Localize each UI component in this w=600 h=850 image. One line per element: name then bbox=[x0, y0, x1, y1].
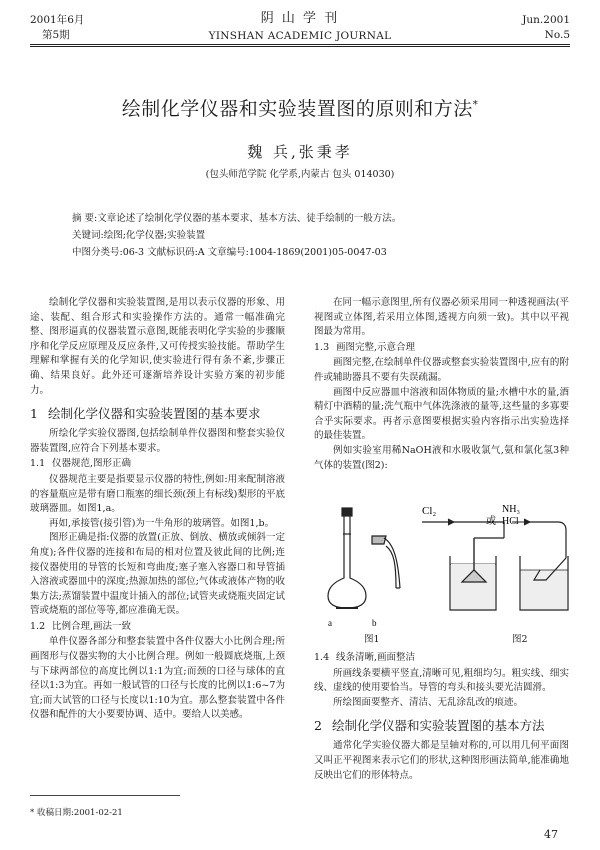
abstract: 摘 要:文章论述了绘制化学仪器的基本要求、基本方法、徒手绘制的一般方法。 bbox=[72, 213, 402, 224]
subsection-1-1-number: 1.1 bbox=[30, 458, 46, 470]
perspective-paragraph: 在同一幅示意图里,所有仪器必须采用同一种透视画法(平视图或立体图,若采用立体图,透视方向须一致)。其中以平视图最为常用。 bbox=[314, 297, 569, 338]
header-journal-cn: 阴 山 学 刊 bbox=[260, 11, 340, 26]
gas-bottle-tube-icon bbox=[520, 522, 568, 610]
section-2-paragraph: 通常化学实验仪器大都是呈轴对称的,可以用几何平面图又叫正平视图来表示它们的形状,这种图形画法简单,能准确地反映出它们的形体特点。 bbox=[314, 740, 569, 781]
subsection-1-3-number: 1.3 bbox=[314, 341, 330, 353]
section-1-title: 绘制化学仪器和实验装置图的基本要求 bbox=[48, 406, 261, 422]
fig1-label-a: a bbox=[328, 618, 332, 628]
right-column-upper bbox=[314, 296, 569, 473]
article-authors: 魏 兵,张秉孝 bbox=[247, 143, 353, 161]
article-title bbox=[0, 94, 600, 121]
section-1-paragraph: 所绘化学实验仪器图,包括绘制单件仪器图和整套实验仪器装置图,应符合下列基本要求。 bbox=[30, 428, 285, 454]
subsection-1-2-title: 比例合理,画法一致 bbox=[52, 620, 132, 632]
section-1-heading bbox=[30, 406, 285, 422]
fig2-hcl-label: HCl bbox=[502, 516, 519, 527]
subsection-1-3-title: 画图完整,示意合理 bbox=[336, 341, 416, 353]
article-title-text: 绘制化学仪器和实验装置图的原则和方法 bbox=[121, 98, 473, 120]
fig2-nh3-label: NH₃ bbox=[502, 504, 520, 515]
subsection-1-3-paragraph-3: 例如实验室用稀NaOH液和水吸收氯气,氨和氯化氢3种气体的装置(图2): bbox=[314, 444, 569, 471]
keywords: 关键词:绘图;化学仪器;实验装置 bbox=[72, 230, 206, 241]
footnote-rule bbox=[30, 795, 180, 796]
subsection-1-4-heading bbox=[314, 651, 569, 666]
subsection-1-4-paragraph: 所画线条要横平竖直,清晰可见,粗细均匀。粗实线、细实线、虚线的使用要恰当。导管的弯头和接头要光洁圆滑。 bbox=[314, 667, 569, 694]
header-issue-en: No.5 bbox=[544, 29, 570, 41]
subsection-1-1-paragraph-2: 再如,承接管(接引管)为一牛角形的玻璃管。如图1,b。 bbox=[49, 517, 275, 529]
beaker-with-funnel-icon bbox=[422, 522, 504, 610]
section-1-number: 1 bbox=[30, 406, 38, 422]
subsection-1-1-heading bbox=[30, 457, 285, 472]
header-rule-bottom bbox=[30, 46, 570, 47]
section-2-heading bbox=[314, 718, 569, 734]
section-2-number: 2 bbox=[314, 718, 322, 734]
subsection-1-1-paragraph: 仪器规范主要是指要显示仪器的特性,例如:用来配制溶液的容量瓶应是带有磨口瓶塞的细长颈(颈上有标线)梨形的平底玻璃器皿。如图1,a。 bbox=[30, 473, 285, 515]
subsection-1-2-heading bbox=[30, 620, 285, 635]
page-number: 47 bbox=[544, 828, 558, 841]
footnote: * 收稿日期:2001-02-21 bbox=[30, 808, 123, 818]
section-2-title: 绘制化学仪器和实验装置图的基本方法 bbox=[332, 718, 545, 734]
subsection-1-1-title: 仪器规范,图形正确 bbox=[52, 458, 132, 470]
figure-2-caption: 图2 bbox=[512, 634, 528, 645]
subsection-1-4-paragraph-2: 所绘图面要整齐、清洁、无乱涂乱改的痕迹。 bbox=[333, 696, 524, 708]
subsection-1-3-heading bbox=[314, 341, 569, 356]
subsection-1-1-paragraph-3: 图形正确是指:仪器的放置(正放、倒放、横放或倾斜一定角度);各件仪器的连接和布局的相对位置及彼此间的比例;连接仪器使用的导管的长短和弯曲度;塞子塞入容器口和导管插入溶液或器皿中的深度;热源加热的部位;气体或液体产物的收集方法;蒸馏装置中温度计插入的部位;试管夹或烧瓶夹固定试管或烧瓶的部位等等,都应准确无误。 bbox=[30, 532, 285, 617]
subsection-1-4-title: 线条清晰,画面整洁 bbox=[336, 652, 416, 663]
header-rule-top bbox=[30, 44, 570, 45]
header-journal-en: YINSHAN ACADEMIC JOURNAL bbox=[208, 30, 392, 42]
header-date-cn: 2001年6月 bbox=[30, 14, 85, 26]
subsection-1-2-paragraph: 单件仪器各部分和整套装置中各件仪器大小比例合理;所画图形与仪器实物的大小比例合理。例如一般圆底烧瓶,上颈与下球两部位的高度比例以1:1为宜;而颈的口径与球体的直径以1:3为宜。再如一般试管的口径与长度的比例以1:6~7为宜;而大试管的口径与长度以1:10为宜。那么整套装置中各件仪器和配件的大小要要协调、适中。要给人以美感。 bbox=[30, 636, 285, 721]
figure-1-caption: 图1 bbox=[364, 634, 380, 645]
fig2-cl2-label: Cl₂ bbox=[422, 505, 437, 517]
title-mark: * bbox=[472, 99, 479, 111]
right-column-lower bbox=[314, 650, 569, 783]
fig2-or-label: 或 bbox=[486, 516, 496, 527]
figures-1-2 bbox=[314, 500, 570, 632]
header-issue-cn: 第5期 bbox=[42, 29, 70, 41]
left-column bbox=[30, 296, 285, 723]
volumetric-flask-icon bbox=[328, 508, 366, 608]
header-date-en: Jun.2001 bbox=[522, 14, 570, 26]
subsection-1-4-number: 1.4 bbox=[314, 652, 330, 663]
subsection-1-3-paragraph-2: 画图中反应器皿中溶液和固体物质的量;水槽中水的量,酒精灯中酒精的量;洗气瓶中气体洗涤液的量等,这些量的多寡要合乎实际要求。再者示意图要根据实验内容指示出实验选择的最佳装置。 bbox=[314, 386, 569, 442]
classification: 中图分类号:06-3 文献标识码:A 文章编号:1004-1869(2001)05-0047-03 bbox=[72, 247, 387, 258]
subsection-1-3-paragraph: 画图完整,在绘制单件仪器或整套实验装置图中,应有的附件或辅助器具不要有失误疏漏。 bbox=[314, 357, 569, 383]
article-affiliation: (包头师范学院 化学系,内蒙古 包头 014030) bbox=[205, 169, 395, 180]
subsection-1-2-number: 1.2 bbox=[30, 620, 46, 632]
intro-paragraph: 绘制化学仪器和实验装置图,是用以表示仪器的形象、用途、装配、组合形式和实验操作方法的。通常一幅准确完整、图形逼真的仪器装置示意图,既能表明化学实验的步骤顺序和化学反应原理及反应条件,又可传授实验技能。帮助学生理解和掌握有关的化学知识,使实验进行得有条不紊,步骤正确、结果良好。此外还可逐渐培养设计实验方案的初步能力。 bbox=[30, 297, 285, 396]
adapter-tube-icon bbox=[372, 536, 400, 588]
fig1-label-b: b bbox=[372, 618, 377, 628]
